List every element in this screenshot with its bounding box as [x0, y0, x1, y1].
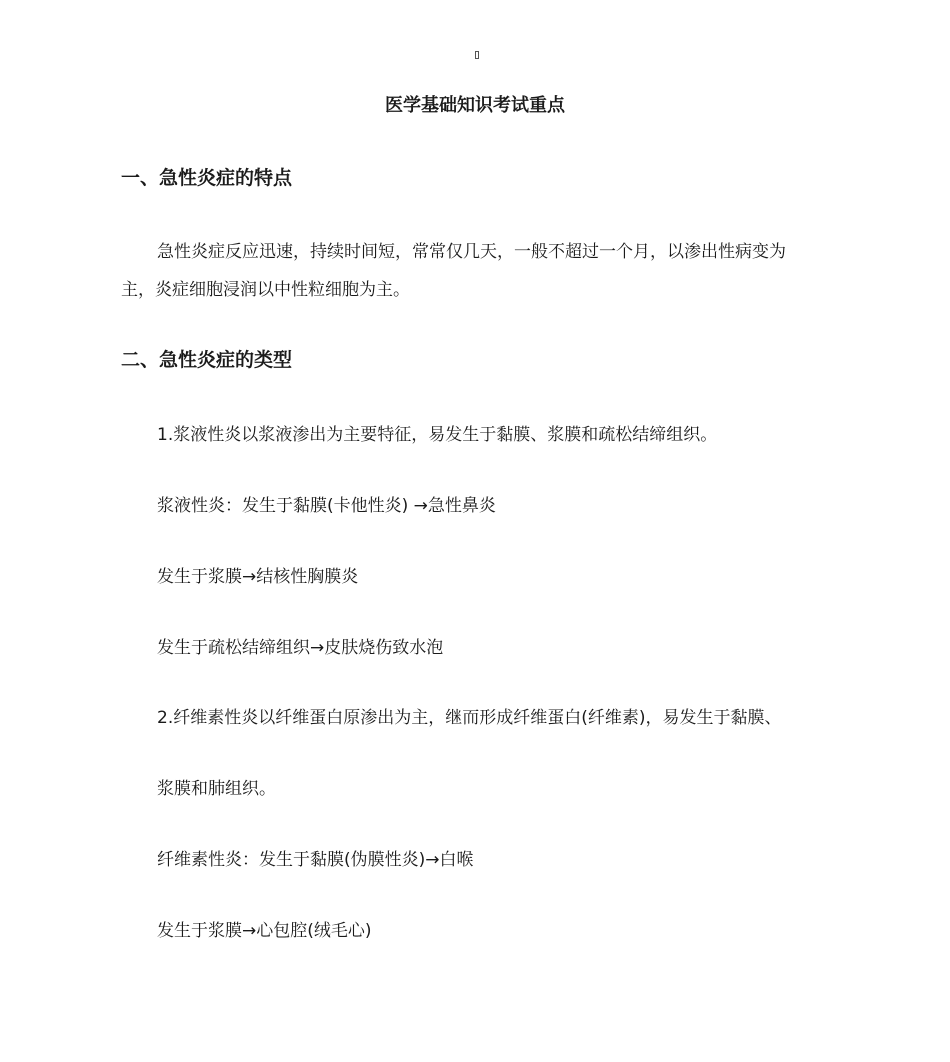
section-heading-1: 一、急性炎症的特点 [121, 167, 293, 189]
section-2-line: 发生于浆膜→结核性胸膜炎 [157, 567, 359, 587]
section-2-line: 纤维素性炎：发生于黏膜(伪膜性炎)→白喉 [157, 850, 474, 870]
placeholder-glyph-icon [475, 51, 479, 59]
section-1-paragraph-line-2: 主，炎症细胞浸润以中性粒细胞为主。 [121, 280, 410, 300]
section-2-line: 1.浆液性炎以浆液渗出为主要特征，易发生于黏膜、浆膜和疏松结缔组织。 [157, 425, 718, 445]
section-2-line: 发生于疏松结缔组织→皮肤烧伤致水泡 [157, 638, 444, 658]
section-heading-2: 二、急性炎症的类型 [121, 349, 293, 371]
section-2-line: 发生于浆膜→心包腔(绒毛心) [157, 921, 372, 941]
section-2-line: 2.纤维素性炎以纤维蛋白原渗出为主，继而形成纤维蛋白(纤维素)，易发生于黏膜、 [157, 708, 782, 728]
section-2-line: 浆膜和肺组织。 [157, 779, 276, 799]
document-title: 医学基础知识考试重点 [385, 95, 565, 116]
section-1-paragraph-line-1: 急性炎症反应迅速，持续时间短，常常仅几天，一般不超过一个月，以渗出性病变为 [157, 242, 786, 262]
section-2-line: 浆液性炎：发生于黏膜(卡他性炎) →急性鼻炎 [157, 496, 496, 516]
